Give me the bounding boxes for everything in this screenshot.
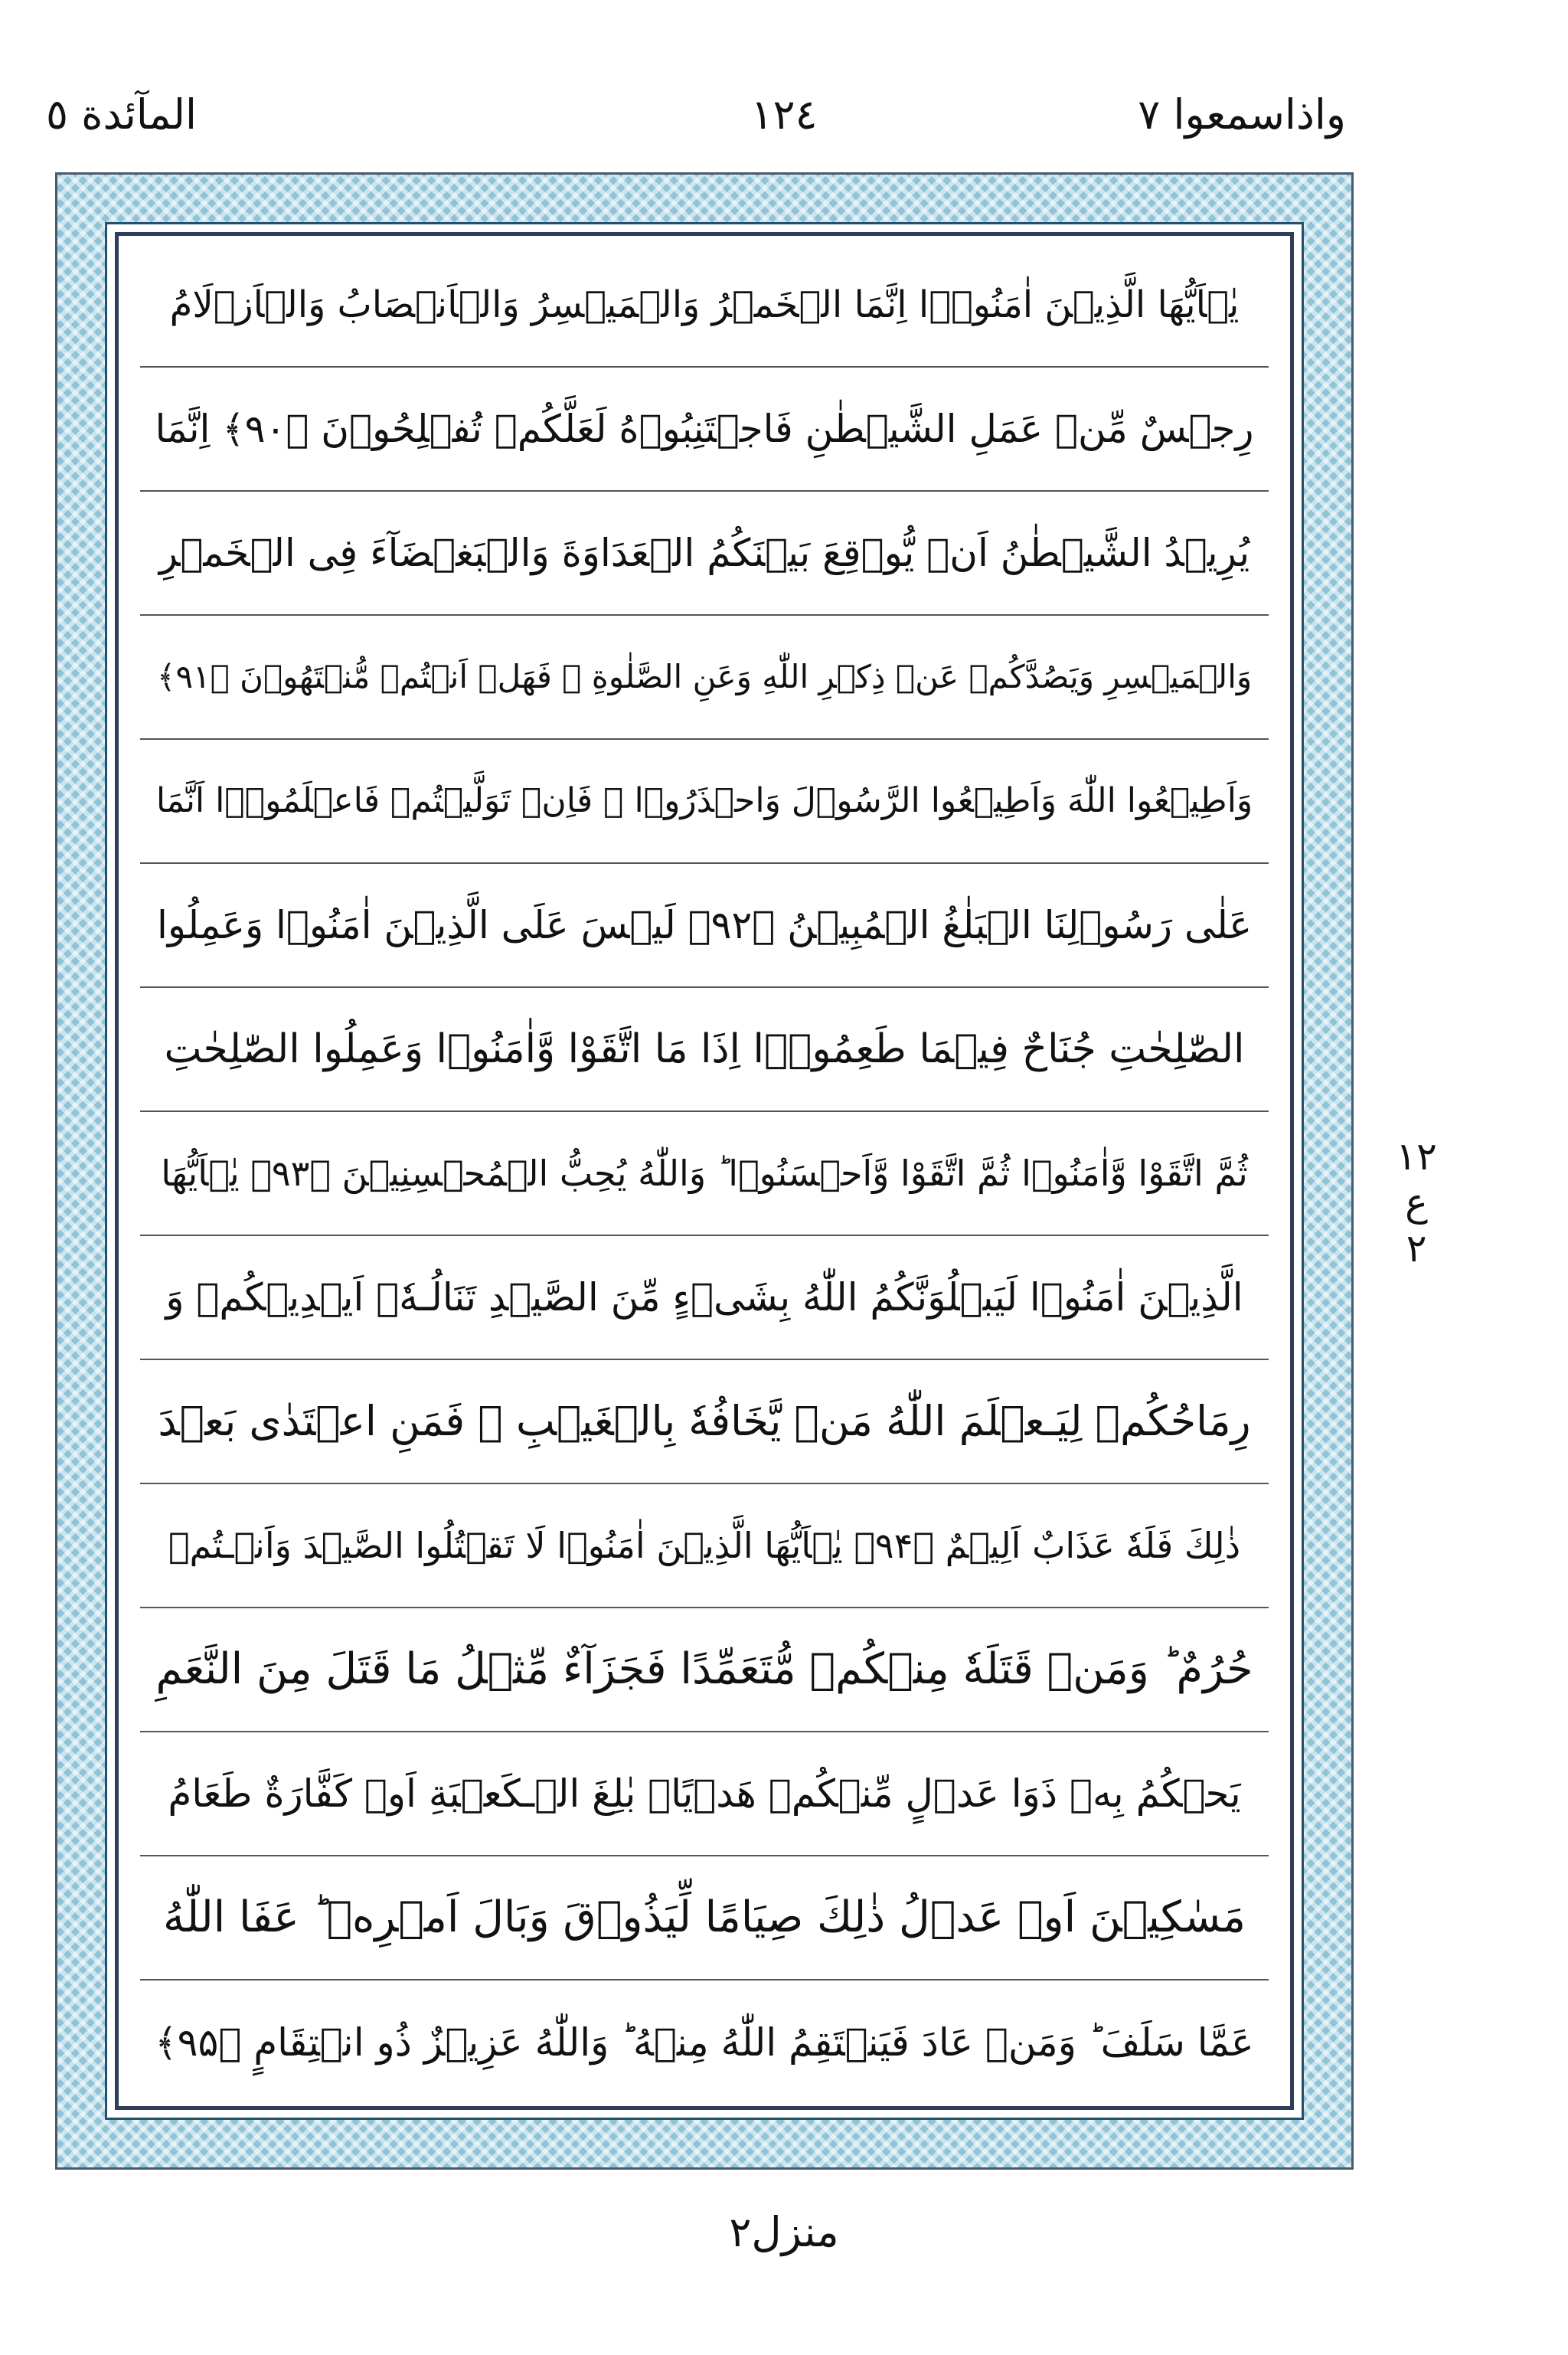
ruku-marker-middle: ع xyxy=(1405,1180,1428,1225)
verse-text: عَلٰى رَسُوۡلِنَا الۡبَلٰغُ الۡمُبِيۡنُ ﴿۹۲﴾ لَيۡسَ عَلَى الَّذِيۡنَ اٰمَنُوۡا وَعَمِلُوا xyxy=(156,903,1253,947)
manzil-footer: منزل٢ xyxy=(729,2208,839,2256)
ruku-marker xyxy=(1386,1133,1447,1271)
juz-name: واذاسمعوا ٧ xyxy=(1138,90,1346,139)
text-line xyxy=(140,740,1269,864)
ruku-marker-top: ١٢ xyxy=(1396,1134,1437,1179)
text-line xyxy=(140,244,1269,368)
text-line xyxy=(140,1856,1269,1980)
verse-text: وَاَطِيۡعُوا اللّٰهَ وَاَطِيۡعُوا الرَّسُوۡلَ وَاحۡذَرُوۡا‌ ۚ فَاِنۡ تَوَلَّيۡتُمۡ فَاعۡلَمُوۡۤا اَنَّمَا xyxy=(155,781,1253,820)
verse-text: مَسٰكِيۡنَ اَوۡ عَدۡلُ ذٰلِكَ صِيَامًا لِّيَذُوۡقَ وَبَالَ اَمۡرِهٖ‌ ؕ عَفَا اللّٰهُ xyxy=(163,1892,1246,1942)
text-line xyxy=(140,1484,1269,1608)
decorative-border xyxy=(55,172,1354,2170)
text-line xyxy=(140,1608,1269,1732)
text-line xyxy=(140,368,1269,492)
verse-text: ذٰلِكَ فَلَهٗ عَذَابٌ اَلِيۡمٌ‏ ﴿۹۴﴾ يٰۤاَيُّهَا الَّذِيۡنَ اٰمَنُوۡا لَا تَقۡتُلُوا الصَّيۡدَ وَاَنۡـتُمۡ xyxy=(168,1525,1241,1566)
text-line xyxy=(140,1236,1269,1360)
text-panel xyxy=(115,232,1294,2110)
verse-text: ثُمَّ اتَّقَوْا وَّاٰمَنُوۡا ثُمَّ اتَّقَوْا وَّاَحۡسَنُوۡا‌ ؕ وَاللّٰهُ يُحِبُّ الۡمُحۡسِنِيۡنَ ﴿۹۳﴾ يٰۤاَيُّهَا xyxy=(161,1153,1248,1194)
verse-text: رِمَاحُكُمۡ لِيَـعۡلَمَ اللّٰهُ مَنۡ يَّخَافُهٗ بِالۡغَيۡبِ‌ ۚ فَمَنِ اعۡتَدٰى بَعۡدَ xyxy=(158,1397,1251,1445)
verse-text: عَمَّا سَلَفَ‌ ؕ وَمَنۡ عَادَ فَيَنۡتَقِمُ اللّٰهُ مِنۡهُ‌ ؕ وَاللّٰهُ عَزِيۡزٌ ذُو انۡتِقَامٍ ﴿۹۵﴾ xyxy=(155,2020,1254,2065)
text-line xyxy=(140,1980,1269,2105)
text-line xyxy=(140,1732,1269,1856)
verse-text: الصّٰلِحٰتِ جُنَاحٌ فِيۡمَا طَعِمُوۡۤا اِذَا مَا اتَّقَوْا وَّاٰمَنُوۡا وَعَمِلُوا الصّٰلِحٰتِ xyxy=(164,1026,1245,1072)
text-line xyxy=(140,492,1269,616)
verse-text: حُرُمٌ‌ ؕ وَمَنۡ قَتَلَهٗ مِنۡكُمۡ مُّتَعَمِّدًا فَجَزَآءٌ مِّثۡلُ مَا قَتَلَ مِنَ النَّعَمِ xyxy=(155,1644,1253,1694)
surah-name: المآئدة ٥ xyxy=(46,90,197,139)
page-number: ١٢٤ xyxy=(750,90,818,139)
border-inner-rule xyxy=(105,222,1304,2120)
verse-text: الَّذِيۡنَ اٰمَنُوۡا لَيَبۡلُوَنَّكُمُ اللّٰهُ بِشَىۡءٍ مِّنَ الصَّيۡدِ تَنَالُـهٗۤ اَيۡدِيۡكُمۡ وَ xyxy=(165,1275,1243,1320)
verse-text: وَالۡمَيۡسِرِ وَيَصُدَّكُمۡ عَنۡ ذِكۡرِ اللّٰهِ وَعَنِ الصَّلٰوةِ‌ ۚ فَهَلۡ اَنۡتُمۡ مُّنۡتَهُوۡنَ ﴿۹۱﴾ xyxy=(156,658,1253,695)
text-line xyxy=(140,616,1269,740)
verse-text: يَحۡكُمُ بِهٖ ذَوَا عَدۡلٍ مِّنۡكُمۡ هَدۡيًاۢ بٰلِغَ الۡـكَعۡبَةِ اَوۡ كَفَّارَةٌ طَعَامُ xyxy=(168,1771,1241,1816)
text-line xyxy=(140,1360,1269,1484)
verse-text: يُرِيۡدُ الشَّيۡطٰنُ اَنۡ يُّوۡقِعَ بَيۡنَكُمُ الۡعَدَاوَةَ وَالۡبَغۡضَآءَ فِى الۡخَمۡرِ xyxy=(158,531,1250,575)
text-line xyxy=(140,864,1269,988)
ruku-marker-bottom: ٢ xyxy=(1406,1226,1427,1271)
text-line xyxy=(140,1112,1269,1236)
verse-text: يٰۤاَيُّهَا الَّذِيۡنَ اٰمَنُوۡۤا اِنَّمَا الۡخَمۡرُ وَالۡمَيۡسِرُ وَالۡاَنۡصَابُ وَالۡاَزۡلَامُ xyxy=(169,283,1240,326)
text-line xyxy=(140,988,1269,1112)
verse-text: رِجۡسٌ مِّنۡ عَمَلِ الشَّيۡطٰنِ فَاجۡتَنِبُوۡهُ لَعَلَّكُمۡ تُفۡلِحُوۡنَ ﴿۹۰﴾ اِنَّمَا xyxy=(155,407,1254,451)
